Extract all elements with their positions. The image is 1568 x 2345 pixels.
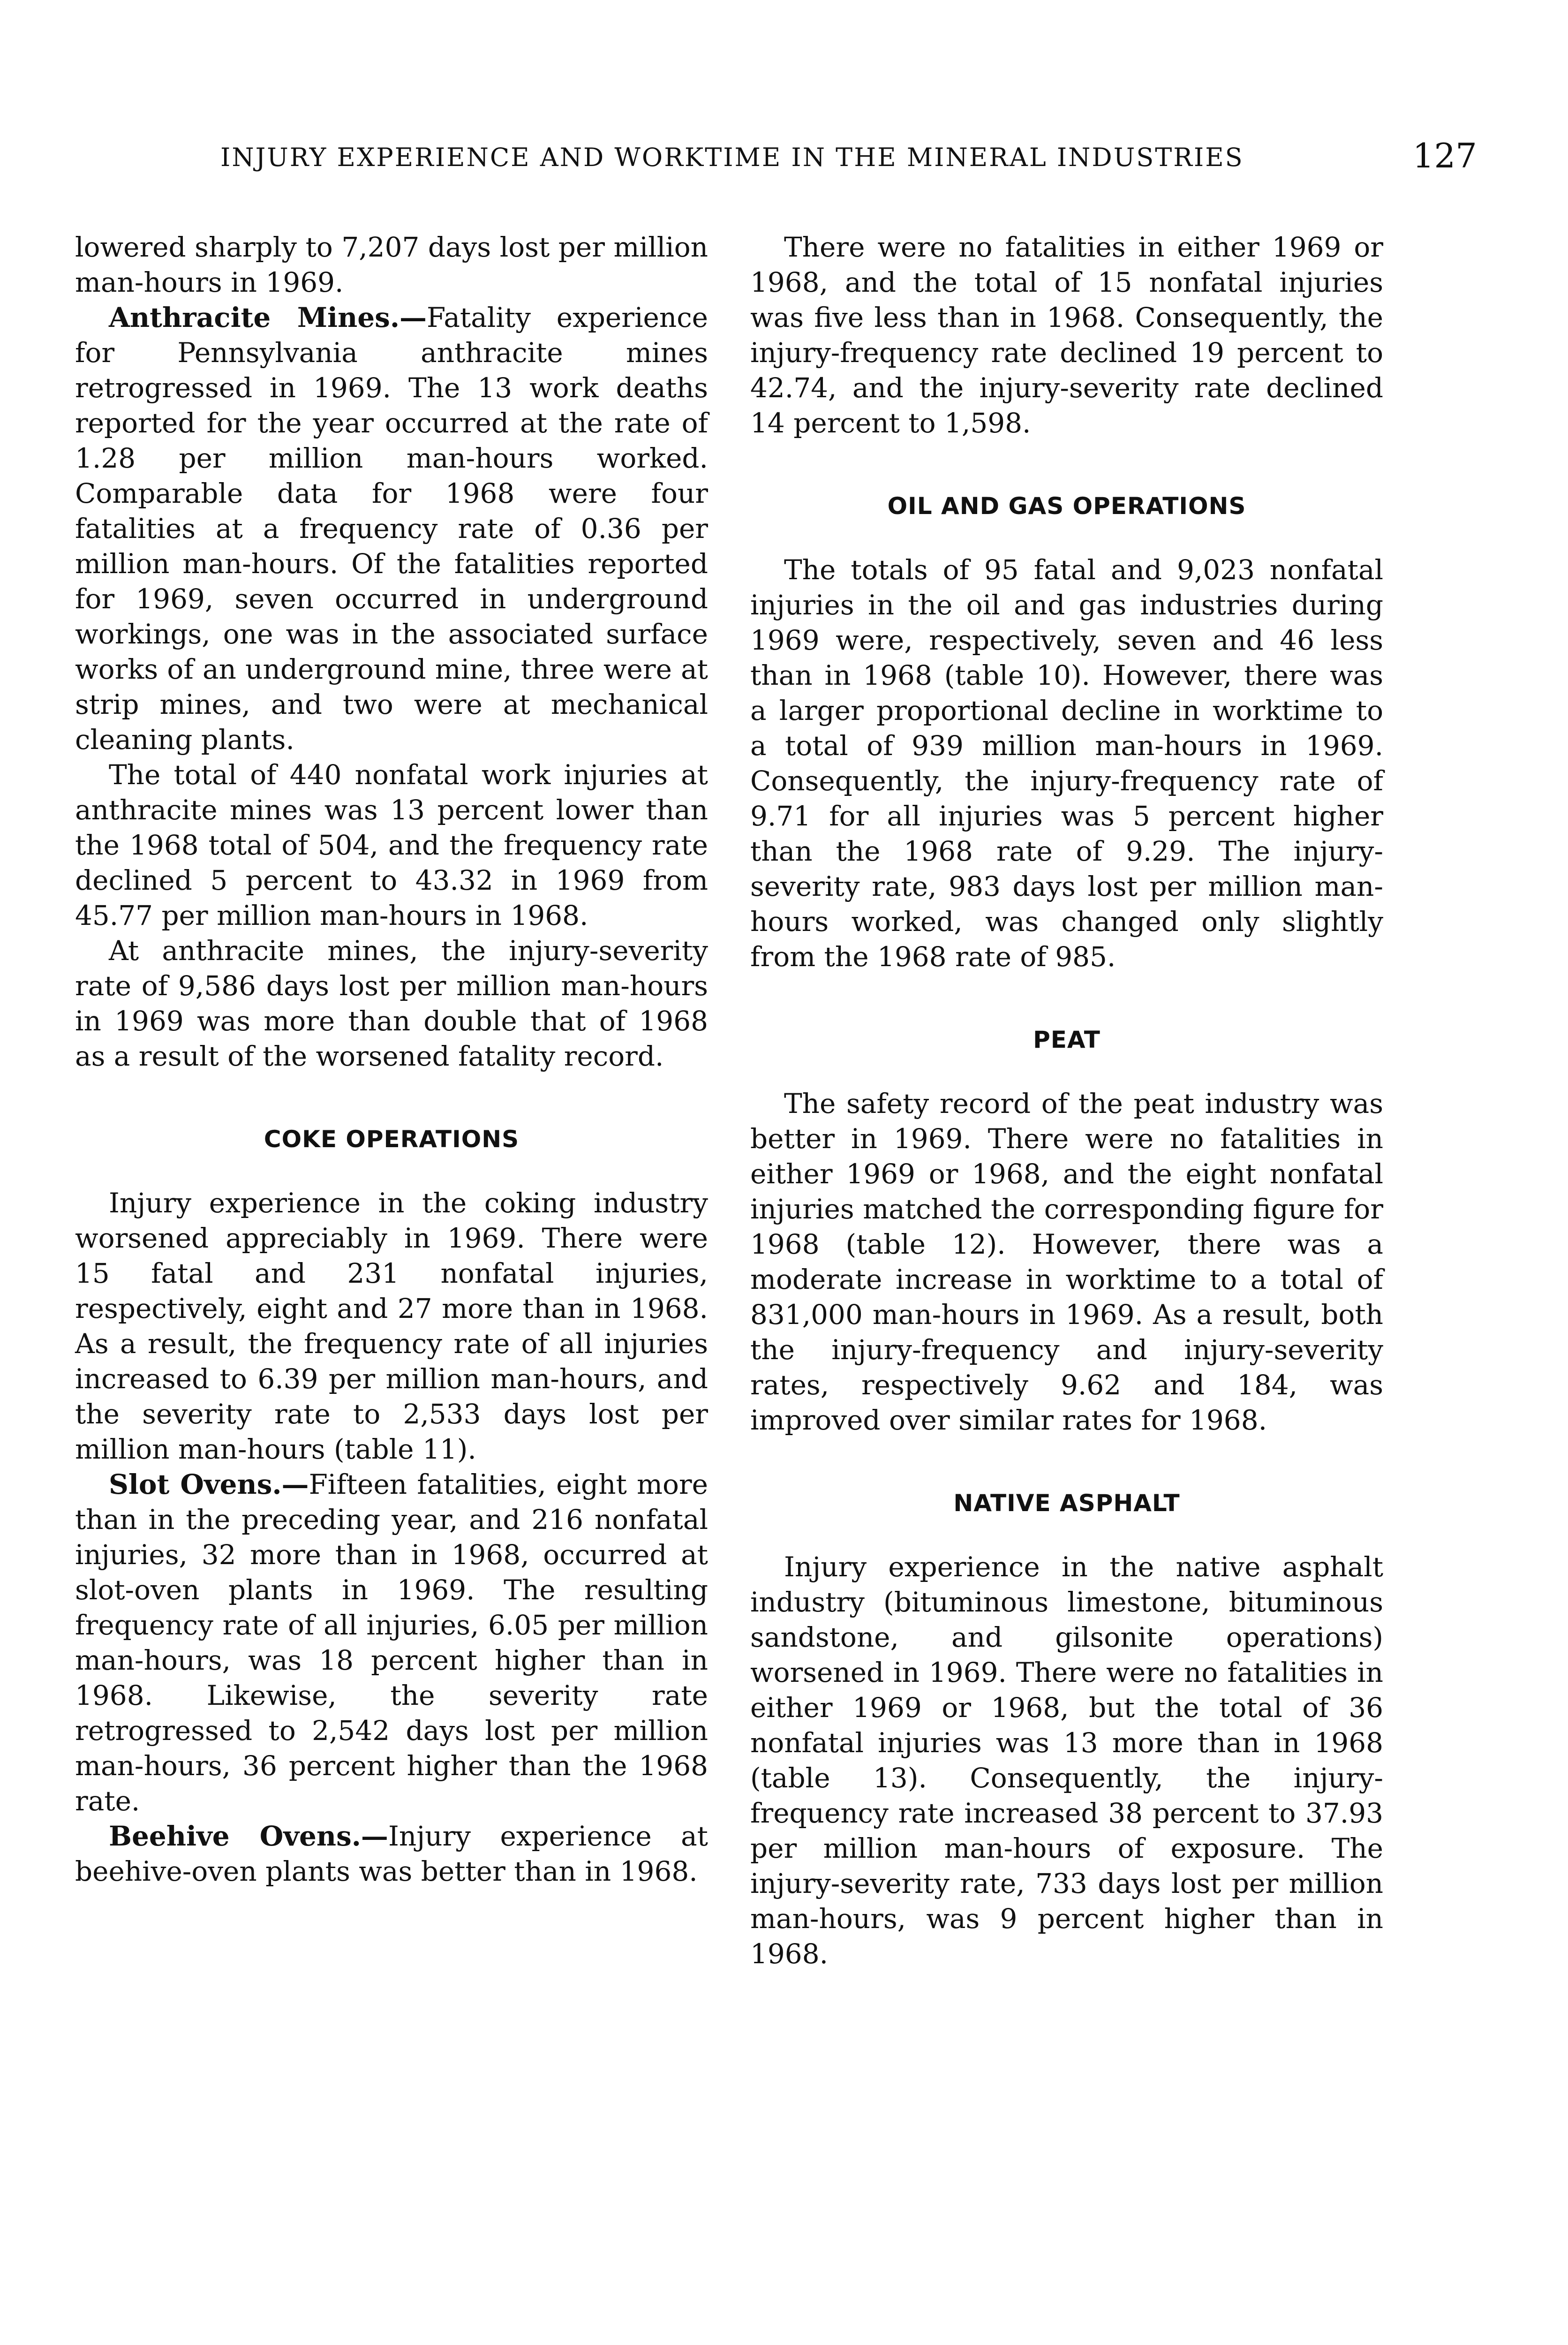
right-column bbox=[750, 230, 1383, 1972]
section-heading-coke: COKE OPERATIONS bbox=[264, 1126, 520, 1153]
left-column bbox=[75, 230, 708, 1889]
paragraph: There were no fatalities in either 1969 or 1968, and the total of 15 nonfatal injuries was five less than in 1968. Consequently, the injury-frequency rate declined 19 percent to 42.74, and the injury-severity rate declined 14 percent to 1,598. bbox=[750, 231, 1383, 439]
page-number: 127 bbox=[1412, 136, 1477, 175]
running-title: INJURY EXPERIENCE AND WORKTIME IN THE MINERAL INDUSTRIES bbox=[220, 143, 1244, 172]
paragraph: lowered sharply to 7,207 days lost per million man-hours in 1969. bbox=[75, 231, 708, 298]
paragraph-slot-ovens bbox=[75, 1467, 708, 1819]
paragraph: Injury experience in the coking industry worsened appreciably in 1969. There were 15 fatal and 231 nonfatal injuries, respectively, eight and 27 more than in 1968. As a result, the frequency rate of all injuries increased to 6.39 per million man-hours, and the severity rate to 2,533 days lost per million man-hours (table 11). bbox=[75, 1187, 708, 1465]
runin-heading-anthracite: Anthracite Mines.— bbox=[109, 302, 427, 333]
section-heading-native-asphalt: NATIVE ASPHALT bbox=[953, 1490, 1180, 1517]
paragraph: The totals of 95 fatal and 9,023 nonfatal injuries in the oil and gas industries during 1969 were, respectively, seven and 46 less than in 1968 (table 10). However, there was a larger proportional decline in worktime to a total of 939 million man-hours in 1969. Consequently, the injury-frequency rate of 9.71 for all injuries was 5 percent higher than the 1968 rate of 9.29. The injury-severity rate, 983 days lost per million man-hours worked, was changed only slightly from the 1968 rate of 985. bbox=[750, 554, 1383, 973]
section-heading-peat: PEAT bbox=[1033, 1026, 1101, 1053]
paragraph-text: Injury experience at beehive-oven plants was better than in 1968. bbox=[75, 1820, 708, 1887]
paragraph-beehive-ovens bbox=[75, 1819, 708, 1889]
paragraph: At anthracite mines, the injury-severity rate of 9,586 days lost per million man-hours in 1969 was more than double that of 1968 as a result of the worsened fatality record. bbox=[75, 935, 708, 1072]
paragraph-text: Fifteen fatalities, eight more than in the preceding year, and 216 nonfatal injuries, 32 more than in 1968, occurred at slot-oven plants in 1969. The resulting frequency rate of all injuries, 6.05 per million man-hours, was 18 percent higher than in 1968. Likewise, the severity rate retrogressed to 2,542 days lost per million man-hours, 36 percent higher than the 1968 rate. bbox=[75, 1468, 708, 1817]
section-heading-oil-gas: OIL AND GAS OPERATIONS bbox=[887, 492, 1246, 520]
paragraph-anthracite bbox=[75, 300, 708, 757]
paragraph: The safety record of the peat industry was better in 1969. There were no fatalities in either 1969 or 1968, and the eight nonfatal injuries matched the corresponding figure for 1968 (table 12). However, there was a moderate increase in worktime to a total of 831,000 man-hours in 1969. As a result, both the injury-frequency and injury-severity rates, respectively 9.62 and 184, was improved over similar rates for 1968. bbox=[750, 1088, 1383, 1436]
paragraph: The total of 440 nonfatal work injuries at anthracite mines was 13 percent lower than the 1968 total of 504, and the frequency rate declined 5 percent to 43.32 in 1969 from 45.77 per million man-hours in 1968. bbox=[75, 759, 708, 931]
page-header bbox=[70, 136, 1477, 188]
runin-heading-beehive-ovens: Beehive Ovens.— bbox=[109, 1820, 388, 1852]
paragraph: Injury experience in the native asphalt industry (bituminous limestone, bituminous sandstone, and gilsonite operations) worsened in 1969. There were no fatalities in either 1969 or 1968, but the total of 36 nonfatal injuries was 13 more than in 1968 (table 13). Consequently, the injury-frequency rate increased 38 percent to 37.93 per million man-hours of exposure. The injury-severity rate, 733 days lost per million man-hours, was 9 percent higher than in 1968. bbox=[750, 1551, 1383, 1970]
paragraph-text: Fatality experience for Pennsylvania anthracite mines retrogressed in 1969. The 13 work deaths reported for the year occurred at the rate of 1.28 per million man-hours worked. Comparable data for 1968 were four fatalities at a frequency rate of 0.36 per million man-hours. Of the fatalities reported for 1969, seven occurred in underground workings, one was in the associated surface works of an underground mine, three were at strip mines, and two were at mechanical cleaning plants. bbox=[75, 302, 708, 756]
runin-heading-slot-ovens: Slot Ovens.— bbox=[109, 1468, 309, 1500]
